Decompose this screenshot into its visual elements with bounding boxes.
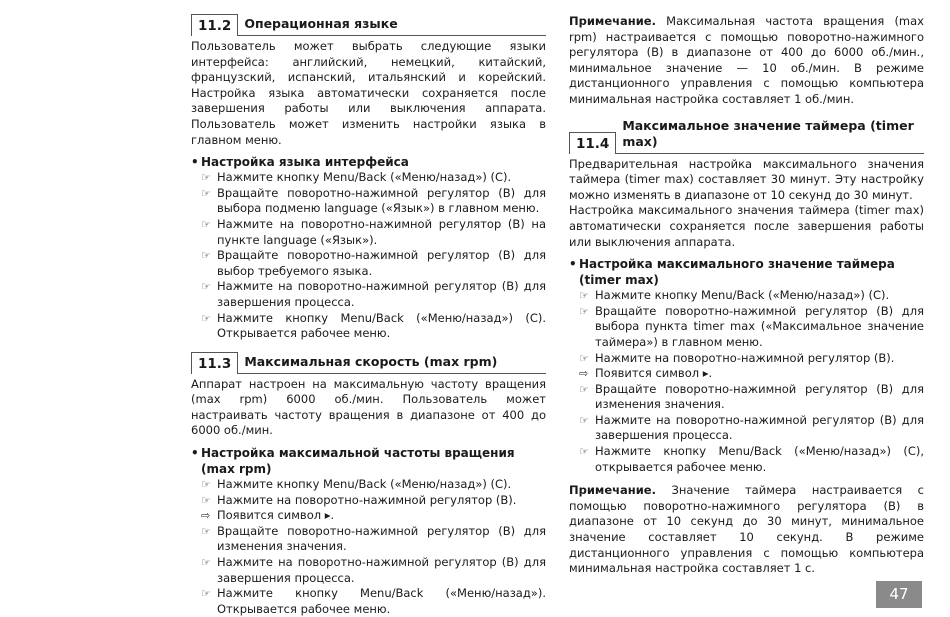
pointing-hand-icon: ☞ — [579, 351, 589, 365]
pointing-hand-icon: ☞ — [201, 556, 211, 570]
pointing-hand-icon: ☞ — [201, 524, 211, 538]
section-11-2-intro: Пользователь может выбрать следующие языки интерфейса: английский, немецкий, китайский, французский, испанский, итальянский и корейский. Настройка языка автоматически сохраняется после завершения работы или выключения аппарата. Пользователь может изменить настройки языка в главном меню. — [191, 39, 546, 147]
note-text: Максимальная частота вращения (max rpm) настраивается с помощью поворотно-нажимного регулятора (B) в диапазоне от 400 до 6000 об./мин., минимальное значение — 10 об./мин. В режиме дистанционного управления с помощью компьютера минимальная настройка составляет 1 об./мин. — [569, 14, 924, 106]
section-title: Максимальная скорость (max rpm) — [244, 353, 498, 369]
bullet-dot: • — [569, 257, 577, 272]
right-column — [569, 14, 924, 577]
list-item: ☞ Нажмите кнопку Menu/Back («Меню/назад») (C). — [201, 477, 512, 492]
section-number: 11.4 — [569, 132, 616, 154]
pointing-hand-icon: ☞ — [579, 445, 589, 459]
note-text: Значение таймера настраивается с помощью поворотно-нажимного регулятора (B) в диапазоне от 10 секунд до 30 минут, минимальное значение составляет 10 секунд. В режиме дистанционного управления с помощью компьютера минимальная настройка составляет 1 с. — [569, 483, 925, 576]
section-number: 11.2 — [191, 14, 238, 36]
result-arrow-icon: ⇨ — [201, 509, 211, 523]
pointing-hand-icon: ☞ — [201, 280, 211, 294]
section-11-3-intro: Аппарат настроен на максимальную частоту вращения (max rpm) 6000 об./мин. Пользователь может настраивать частоту вращения в диапазоне от 400 до 6000 об./мин. — [191, 376, 546, 438]
section-title: Максимальное значение таймера (timer max) — [622, 117, 914, 149]
section-11-3-header — [191, 352, 546, 374]
list-item: ☞ Вращайте поворотно-нажимной регулятор (B) для выбор требуемого языка. — [201, 248, 546, 278]
section-11-4-intro: Предварительная настройка максимального значения таймера (timer max) составляет 30 минут. Эту настройку можно изменять в диапазоне от 10 секунд до 30 минут. — [569, 156, 924, 202]
section-11-4-intro-2: Настройка максимального значения таймера (timer max) автоматически сохраняется после завершения работы или выключения аппарата. — [569, 203, 924, 249]
list-item: ⇨ Появится символ ▸. — [579, 366, 713, 381]
list-item: ☞ Вращайте поворотно-нажимной регулятор (B) для изменения значения. — [201, 523, 546, 554]
note-label: Примечание. — [569, 14, 656, 28]
list-item: ☞ Нажмите на поворотно-нажимной регулятор (B) для завершения процесса. — [579, 412, 924, 443]
pointing-hand-icon: ☞ — [201, 186, 211, 200]
list-item: ⇨ Появится символ ▸. — [201, 508, 335, 523]
pointing-hand-icon: ☞ — [579, 382, 589, 396]
list-item: ☞ Нажмите на поворотно-нажимной регулятор (B) для завершения процесса. — [201, 279, 546, 309]
pointing-hand-icon: ☞ — [579, 304, 589, 318]
section-11-2-header — [191, 14, 546, 36]
list-item: ☞ Нажмите на поворотно-нажимной регулятор (B) на пункте language («Язык»). — [201, 216, 546, 247]
list-item: ☞ Нажмите кнопку Menu/Back («Меню/назад») (C). — [201, 170, 512, 185]
note-paragraph — [569, 483, 924, 577]
list-item: ☞ Вращайте поворотно-нажимной регулятор (B) для выбора подменю language («Язык») в главном меню. — [201, 185, 546, 216]
list-item: ☞ Нажмите кнопку Menu/Back («Меню/назад») (C), открывается рабочее меню. — [579, 444, 924, 474]
page-number: 47 — [876, 581, 922, 608]
note-label: Примечание. — [569, 483, 656, 498]
list-item: ☞ Вращайте поворотно-нажимной регулятор (B) для выбора пункта timer max («Максимальное значение таймера») в главном меню. — [579, 303, 924, 349]
list-item: ☞ Нажмите на поворотно-нажимной регулятор (B) для завершения процесса. — [201, 555, 546, 585]
pointing-hand-icon: ☞ — [201, 493, 211, 507]
pointing-hand-icon: ☞ — [579, 289, 589, 303]
note-paragraph — [569, 14, 924, 108]
pointing-hand-icon: ☞ — [201, 478, 211, 492]
section-title: Операционная языке — [244, 16, 398, 31]
pointing-hand-icon: ☞ — [579, 413, 589, 427]
pointing-hand-icon: ☞ — [201, 171, 211, 185]
section-11-4-header — [569, 118, 924, 154]
list-item: ☞ Вращайте поворотно-нажимной регулятор (B) для изменения значения. — [579, 381, 924, 412]
subheading: • Настройка максимальной частоты вращения (max rpm) — [191, 446, 515, 477]
subheading: • Настройка максимального значение таймера (timer max) — [569, 257, 895, 288]
subheading: • Настройка языка интерфейса — [191, 155, 409, 170]
bullet-dot: • — [191, 446, 199, 461]
pointing-hand-icon: ☞ — [201, 249, 211, 263]
pointing-hand-icon: ☞ — [201, 311, 211, 325]
pointing-hand-icon: ☞ — [201, 587, 211, 601]
list-item: ☞ Нажмите кнопку Menu/Back («Меню/назад») (C). Открывается рабочее меню. — [201, 310, 546, 341]
result-arrow-icon: ⇨ — [579, 367, 589, 381]
list-item: ☞ Нажмите кнопку Menu/Back («Меню/назад») (C). — [579, 288, 890, 303]
left-column — [191, 14, 546, 617]
list-item: ☞ Нажмите кнопку Menu/Back («Меню/назад»). Открывается рабочее меню. — [201, 586, 546, 616]
section-number: 11.3 — [191, 352, 238, 374]
pointing-hand-icon: ☞ — [201, 217, 211, 231]
list-item: ☞ Нажмите на поворотно-нажимной регулятор (B). — [579, 350, 895, 365]
bullet-dot: • — [191, 155, 199, 170]
list-item: ☞ Нажмите на поворотно-нажимной регулятор (B). — [201, 492, 517, 507]
